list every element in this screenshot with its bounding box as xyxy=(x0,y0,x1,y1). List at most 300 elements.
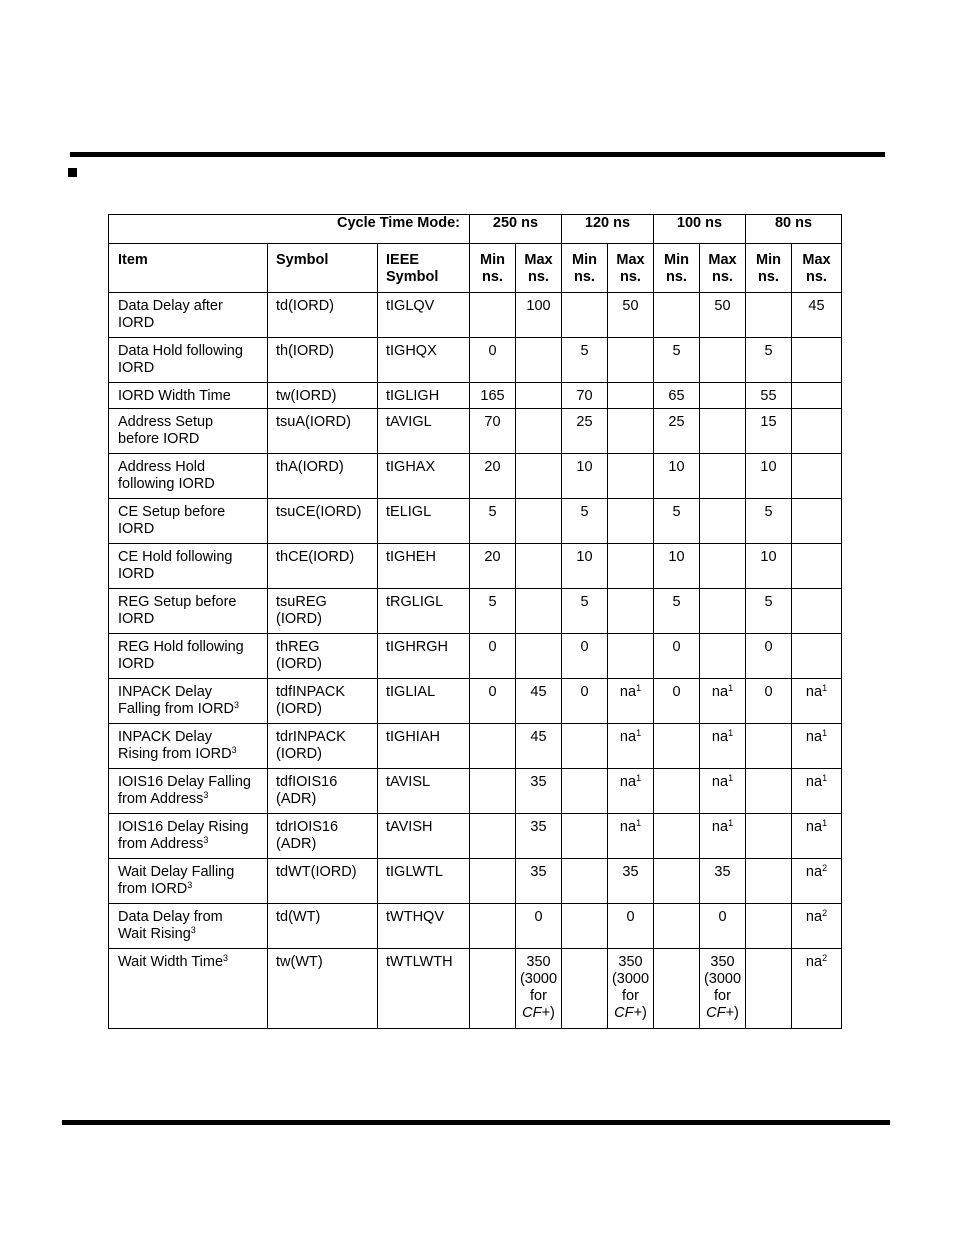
value-cell xyxy=(792,679,842,724)
value-text: na xyxy=(711,684,729,700)
table-row xyxy=(109,634,842,679)
symbol-cell: tdrIOIS16 (ADR) xyxy=(268,814,378,859)
value-cell xyxy=(562,724,608,769)
value-cell xyxy=(700,544,746,589)
value-cell xyxy=(608,338,654,383)
ieee-symbol-cell: tIGLWTL xyxy=(378,859,470,904)
value-cell xyxy=(470,383,516,409)
symbol-cell: td(WT) xyxy=(268,904,378,949)
value-cell xyxy=(700,293,746,338)
value-cell xyxy=(608,724,654,769)
footnote-marker: 1 xyxy=(728,683,734,693)
value-text: 5 xyxy=(672,504,681,520)
value-cell xyxy=(654,679,700,724)
value-cell xyxy=(700,814,746,859)
value-cell xyxy=(654,383,700,409)
mode-250: 250 ns xyxy=(470,215,562,244)
value-cell xyxy=(746,293,792,338)
value-cell xyxy=(516,724,562,769)
value-cell xyxy=(746,383,792,409)
value-cell xyxy=(654,814,700,859)
ieee-symbol-cell: tWTHQV xyxy=(378,904,470,949)
bottom-rule xyxy=(62,1120,890,1125)
footnote-marker: 3 xyxy=(190,925,196,935)
footnote-marker: 1 xyxy=(636,818,642,828)
value-text: na xyxy=(805,819,823,835)
symbol-cell: tw(WT) xyxy=(268,949,378,1029)
value-cell xyxy=(470,679,516,724)
value-cell xyxy=(562,544,608,589)
value-cell xyxy=(746,409,792,454)
value-cell xyxy=(654,904,700,949)
value-cell xyxy=(654,634,700,679)
value-cell xyxy=(792,634,842,679)
footnote-marker: 1 xyxy=(728,773,734,783)
value-text: 20 xyxy=(484,549,501,565)
top-rule xyxy=(70,152,885,157)
header-min: Min ns. xyxy=(470,244,516,293)
value-text: 0 xyxy=(488,639,497,655)
mode-80: 80 ns xyxy=(746,215,842,244)
footnote-marker: 2 xyxy=(822,863,828,873)
item-cell: Wait Delay Falling from IORD$^3$ xyxy=(109,859,268,904)
symbol-cell: thREG (IORD) xyxy=(268,634,378,679)
value-cell xyxy=(700,338,746,383)
table-row xyxy=(109,499,842,544)
table-row xyxy=(109,814,842,859)
symbol-cell: th(IORD) xyxy=(268,338,378,383)
value-cell xyxy=(746,589,792,634)
value-cell xyxy=(516,814,562,859)
footnote-marker: 1 xyxy=(822,728,828,738)
value-cell xyxy=(700,499,746,544)
value-cell xyxy=(746,904,792,949)
value-cell xyxy=(792,544,842,589)
value-cell xyxy=(470,409,516,454)
value-cell xyxy=(470,499,516,544)
value-cell xyxy=(516,904,562,949)
ieee-symbol-cell: tWTLWTH xyxy=(378,949,470,1029)
value-cell xyxy=(792,859,842,904)
value-text: 50 xyxy=(622,298,639,314)
symbol-cell: tsuCE(IORD) xyxy=(268,499,378,544)
value-cell xyxy=(792,724,842,769)
value-text: 55 xyxy=(760,388,777,404)
footnote-marker: 1 xyxy=(636,683,642,693)
value-cell xyxy=(516,499,562,544)
value-cell xyxy=(746,769,792,814)
value-text: 165 xyxy=(480,388,505,404)
value-text: 0 xyxy=(672,684,681,700)
value-cell xyxy=(700,859,746,904)
value-cell xyxy=(746,499,792,544)
value-cell xyxy=(562,589,608,634)
value-cell xyxy=(700,769,746,814)
value-text: 70 xyxy=(576,388,593,404)
value-cell xyxy=(516,634,562,679)
value-text: 35 xyxy=(530,864,547,880)
value-text: na xyxy=(619,729,637,745)
value-text: 35 xyxy=(530,819,547,835)
table-row xyxy=(109,904,842,949)
value-cell xyxy=(608,383,654,409)
value-text: na xyxy=(805,864,823,880)
value-text: 20 xyxy=(484,459,501,475)
ieee-symbol-cell: tIGLIGH xyxy=(378,383,470,409)
value-cell xyxy=(654,338,700,383)
symbol-cell: tdrINPACK (IORD) xyxy=(268,724,378,769)
item-cell: CE Setup before IORD xyxy=(109,499,268,544)
value-text: 35 xyxy=(714,864,731,880)
ieee-symbol-cell: tELIGL xyxy=(378,499,470,544)
value-text: 65 xyxy=(668,388,685,404)
value-text: 0 xyxy=(626,909,635,925)
value-cell xyxy=(470,338,516,383)
value-cell xyxy=(608,679,654,724)
value-cell xyxy=(654,454,700,499)
item-cell: REG Hold following IORD xyxy=(109,634,268,679)
value-text: na xyxy=(805,909,823,925)
footnote-marker: 1 xyxy=(822,683,828,693)
ieee-symbol-cell: tAVISH xyxy=(378,814,470,859)
value-text: 15 xyxy=(760,414,777,430)
value-cell xyxy=(562,859,608,904)
value-text: 0 xyxy=(764,684,773,700)
value-cell xyxy=(470,769,516,814)
table-row xyxy=(109,383,842,409)
ieee-symbol-cell: tIGHRGH xyxy=(378,634,470,679)
table-row xyxy=(109,409,842,454)
value-cell xyxy=(792,949,842,1029)
footnote-marker: 1 xyxy=(636,773,642,783)
header-max: Max ns. xyxy=(700,244,746,293)
header-max: Max ns. xyxy=(792,244,842,293)
value-cell xyxy=(470,904,516,949)
value-cell xyxy=(562,634,608,679)
table-row xyxy=(109,544,842,589)
value-cell xyxy=(470,859,516,904)
value-cell xyxy=(792,338,842,383)
table-row xyxy=(109,454,842,499)
footnote-marker: 1 xyxy=(822,818,828,828)
value-text: 5 xyxy=(764,594,773,610)
value-cell xyxy=(792,383,842,409)
value-cell xyxy=(562,454,608,499)
value-text: na xyxy=(805,774,823,790)
value-text: 5 xyxy=(672,594,681,610)
value-text: na xyxy=(711,774,729,790)
ieee-symbol-cell: tRGLIGL xyxy=(378,589,470,634)
value-cell xyxy=(608,769,654,814)
ieee-symbol-cell: tAVISL xyxy=(378,769,470,814)
value-cell xyxy=(700,724,746,769)
value-text: na xyxy=(805,684,823,700)
value-text: na xyxy=(619,774,637,790)
footnote-marker: 3 xyxy=(223,953,229,963)
item-cell: INPACK Delay Falling from IORD$^3$ xyxy=(109,679,268,724)
value-cell xyxy=(516,544,562,589)
header-max: Max ns. xyxy=(608,244,654,293)
value-text: 35 xyxy=(622,864,639,880)
value-text: 70 xyxy=(484,414,501,430)
value-cell xyxy=(654,859,700,904)
value-cell xyxy=(654,499,700,544)
value-text: 10 xyxy=(668,549,685,565)
ieee-symbol-cell: tAVIGL xyxy=(378,409,470,454)
header-min: Min ns. xyxy=(746,244,792,293)
value-cell xyxy=(654,724,700,769)
value-cell xyxy=(608,544,654,589)
header-ieee-symbol: IEEE Symbol xyxy=(378,244,470,293)
symbol-cell: td(IORD) xyxy=(268,293,378,338)
value-cell xyxy=(516,383,562,409)
value-cell xyxy=(516,409,562,454)
ieee-symbol-cell: tIGHIAH xyxy=(378,724,470,769)
ieee-symbol-cell: tIGLQV xyxy=(378,293,470,338)
footnote-marker: 3 xyxy=(203,835,209,845)
value-cell: 350 (3000 for CF+) xyxy=(700,949,746,1029)
value-cell xyxy=(470,724,516,769)
value-text: 5 xyxy=(580,594,589,610)
header-min: Min ns. xyxy=(562,244,608,293)
value-cell xyxy=(470,949,516,1029)
value-cell xyxy=(654,409,700,454)
item-cell: INPACK Delay Rising from IORD$^3$ xyxy=(109,724,268,769)
item-cell: Data Delay after IORD xyxy=(109,293,268,338)
value-cell xyxy=(746,724,792,769)
value-cell xyxy=(792,454,842,499)
value-cell xyxy=(562,904,608,949)
footnote-marker: 3 xyxy=(203,790,209,800)
value-text: 10 xyxy=(760,459,777,475)
bullet-square-icon xyxy=(68,168,77,177)
mode-120: 120 ns xyxy=(562,215,654,244)
value-cell xyxy=(470,589,516,634)
value-cell xyxy=(608,814,654,859)
value-text: 50 xyxy=(714,298,731,314)
value-text: 0 xyxy=(672,639,681,655)
table-row xyxy=(109,859,842,904)
value-cell xyxy=(608,634,654,679)
cycle-time-label: Cycle Time Mode: xyxy=(109,215,470,244)
value-cell xyxy=(700,679,746,724)
footnote-marker: 1 xyxy=(728,728,734,738)
value-cell xyxy=(746,949,792,1029)
value-text: 0 xyxy=(718,909,727,925)
value-text: 0 xyxy=(580,639,589,655)
value-cell xyxy=(654,544,700,589)
value-cell xyxy=(608,859,654,904)
value-cell xyxy=(792,814,842,859)
value-cell xyxy=(608,293,654,338)
value-cell xyxy=(700,634,746,679)
value-cell xyxy=(562,814,608,859)
value-text: 5 xyxy=(488,504,497,520)
value-cell xyxy=(746,544,792,589)
item-cell: IOIS16 Delay Falling from Address$^3$ xyxy=(109,769,268,814)
value-text: 5 xyxy=(764,504,773,520)
value-text: 0 xyxy=(488,684,497,700)
footnote-marker: 1 xyxy=(822,773,828,783)
header-min: Min ns. xyxy=(654,244,700,293)
item-cell: Data Delay from Wait Rising$^3$ xyxy=(109,904,268,949)
symbol-cell: tdfIOIS16 (ADR) xyxy=(268,769,378,814)
value-cell xyxy=(654,769,700,814)
table-row xyxy=(109,338,842,383)
value-text: 5 xyxy=(672,343,681,359)
value-text: na xyxy=(619,684,637,700)
cycle-time-row xyxy=(109,215,842,244)
table-row xyxy=(109,769,842,814)
value-cell xyxy=(700,409,746,454)
value-cell xyxy=(608,589,654,634)
value-cell xyxy=(562,409,608,454)
ieee-symbol-cell: tIGHQX xyxy=(378,338,470,383)
value-text: 0 xyxy=(580,684,589,700)
ieee-symbol-cell: tIGLIAL xyxy=(378,679,470,724)
value-cell xyxy=(792,409,842,454)
value-cell xyxy=(562,769,608,814)
item-cell: CE Hold following IORD xyxy=(109,544,268,589)
value-cell xyxy=(516,454,562,499)
footnote-marker: 1 xyxy=(728,818,734,828)
value-cell xyxy=(700,383,746,409)
value-cell xyxy=(746,814,792,859)
footnote-marker: 2 xyxy=(822,953,828,963)
value-cell xyxy=(700,904,746,949)
value-cell xyxy=(516,589,562,634)
value-cell xyxy=(470,454,516,499)
value-text: 35 xyxy=(530,774,547,790)
ieee-symbol-cell: tIGHEH xyxy=(378,544,470,589)
value-cell xyxy=(746,634,792,679)
value-cell xyxy=(654,589,700,634)
value-text: 10 xyxy=(576,549,593,565)
value-text: 45 xyxy=(530,684,547,700)
value-cell xyxy=(608,409,654,454)
value-cell: 350 (3000 for CF+) xyxy=(516,949,562,1029)
symbol-cell: thA(IORD) xyxy=(268,454,378,499)
item-cell: Data Hold following IORD xyxy=(109,338,268,383)
header-max: Max ns. xyxy=(516,244,562,293)
value-text: 10 xyxy=(576,459,593,475)
column-header-row xyxy=(109,244,842,293)
mode-100: 100 ns xyxy=(654,215,746,244)
symbol-cell: tdfINPACK (IORD) xyxy=(268,679,378,724)
symbol-cell: tsuA(IORD) xyxy=(268,409,378,454)
value-cell xyxy=(470,293,516,338)
symbol-cell: tw(IORD) xyxy=(268,383,378,409)
value-text: 10 xyxy=(760,549,777,565)
value-cell xyxy=(562,338,608,383)
table-row xyxy=(109,589,842,634)
table-row xyxy=(109,679,842,724)
value-cell xyxy=(654,949,700,1029)
value-text: 10 xyxy=(668,459,685,475)
header-symbol: Symbol xyxy=(268,244,378,293)
value-cell xyxy=(608,499,654,544)
io-read-timing-table xyxy=(108,214,842,1029)
value-cell xyxy=(792,904,842,949)
table-row xyxy=(109,724,842,769)
value-text: na xyxy=(711,729,729,745)
item-cell: Address Setup before IORD xyxy=(109,409,268,454)
value-text: 5 xyxy=(764,343,773,359)
value-cell xyxy=(562,679,608,724)
item-cell: Wait Width Time$^3$ xyxy=(109,949,268,1029)
footnote-marker: 1 xyxy=(636,728,642,738)
value-cell xyxy=(792,293,842,338)
value-cell xyxy=(654,293,700,338)
value-text: na xyxy=(805,954,823,970)
value-text: 5 xyxy=(488,594,497,610)
value-cell xyxy=(562,499,608,544)
table-body xyxy=(109,293,842,1029)
value-cell xyxy=(516,679,562,724)
value-cell: 350 (3000 for CF+) xyxy=(608,949,654,1029)
value-text: 0 xyxy=(534,909,543,925)
value-text: na xyxy=(805,729,823,745)
value-cell xyxy=(562,949,608,1029)
value-text: 5 xyxy=(580,504,589,520)
value-cell xyxy=(470,544,516,589)
table-row xyxy=(109,949,842,1029)
symbol-cell: tdWT(IORD) xyxy=(268,859,378,904)
value-cell xyxy=(792,589,842,634)
footnote-marker: 3 xyxy=(187,880,193,890)
value-text: na xyxy=(711,819,729,835)
value-cell xyxy=(746,454,792,499)
item-cell: IOIS16 Delay Rising from Address$^3$ xyxy=(109,814,268,859)
value-text: 25 xyxy=(576,414,593,430)
value-cell xyxy=(516,769,562,814)
value-cell xyxy=(792,499,842,544)
value-text: 25 xyxy=(668,414,685,430)
value-cell xyxy=(470,634,516,679)
value-cell xyxy=(562,293,608,338)
value-cell xyxy=(608,904,654,949)
header-item: Item xyxy=(109,244,268,293)
value-text: na xyxy=(619,819,637,835)
item-cell: Address Hold following IORD xyxy=(109,454,268,499)
value-cell xyxy=(562,383,608,409)
table-row xyxy=(109,293,842,338)
value-text: 0 xyxy=(488,343,497,359)
value-cell xyxy=(516,338,562,383)
footnote-marker: 3 xyxy=(234,700,240,710)
value-text: 100 xyxy=(526,298,551,314)
value-cell xyxy=(608,454,654,499)
footnote-marker: 2 xyxy=(822,908,828,918)
value-cell xyxy=(516,293,562,338)
value-text: 45 xyxy=(530,729,547,745)
value-cell xyxy=(792,769,842,814)
value-cell xyxy=(470,814,516,859)
value-cell xyxy=(746,338,792,383)
value-text: 0 xyxy=(764,639,773,655)
value-cell xyxy=(700,454,746,499)
item-cell: REG Setup before IORD xyxy=(109,589,268,634)
value-cell xyxy=(746,679,792,724)
ieee-symbol-cell: tIGHAX xyxy=(378,454,470,499)
item-cell: IORD Width Time xyxy=(109,383,268,409)
symbol-cell: tsuREG (IORD) xyxy=(268,589,378,634)
value-cell xyxy=(746,859,792,904)
value-text: 45 xyxy=(808,298,825,314)
footnote-marker: 3 xyxy=(231,745,237,755)
symbol-cell: thCE(IORD) xyxy=(268,544,378,589)
value-cell xyxy=(516,859,562,904)
